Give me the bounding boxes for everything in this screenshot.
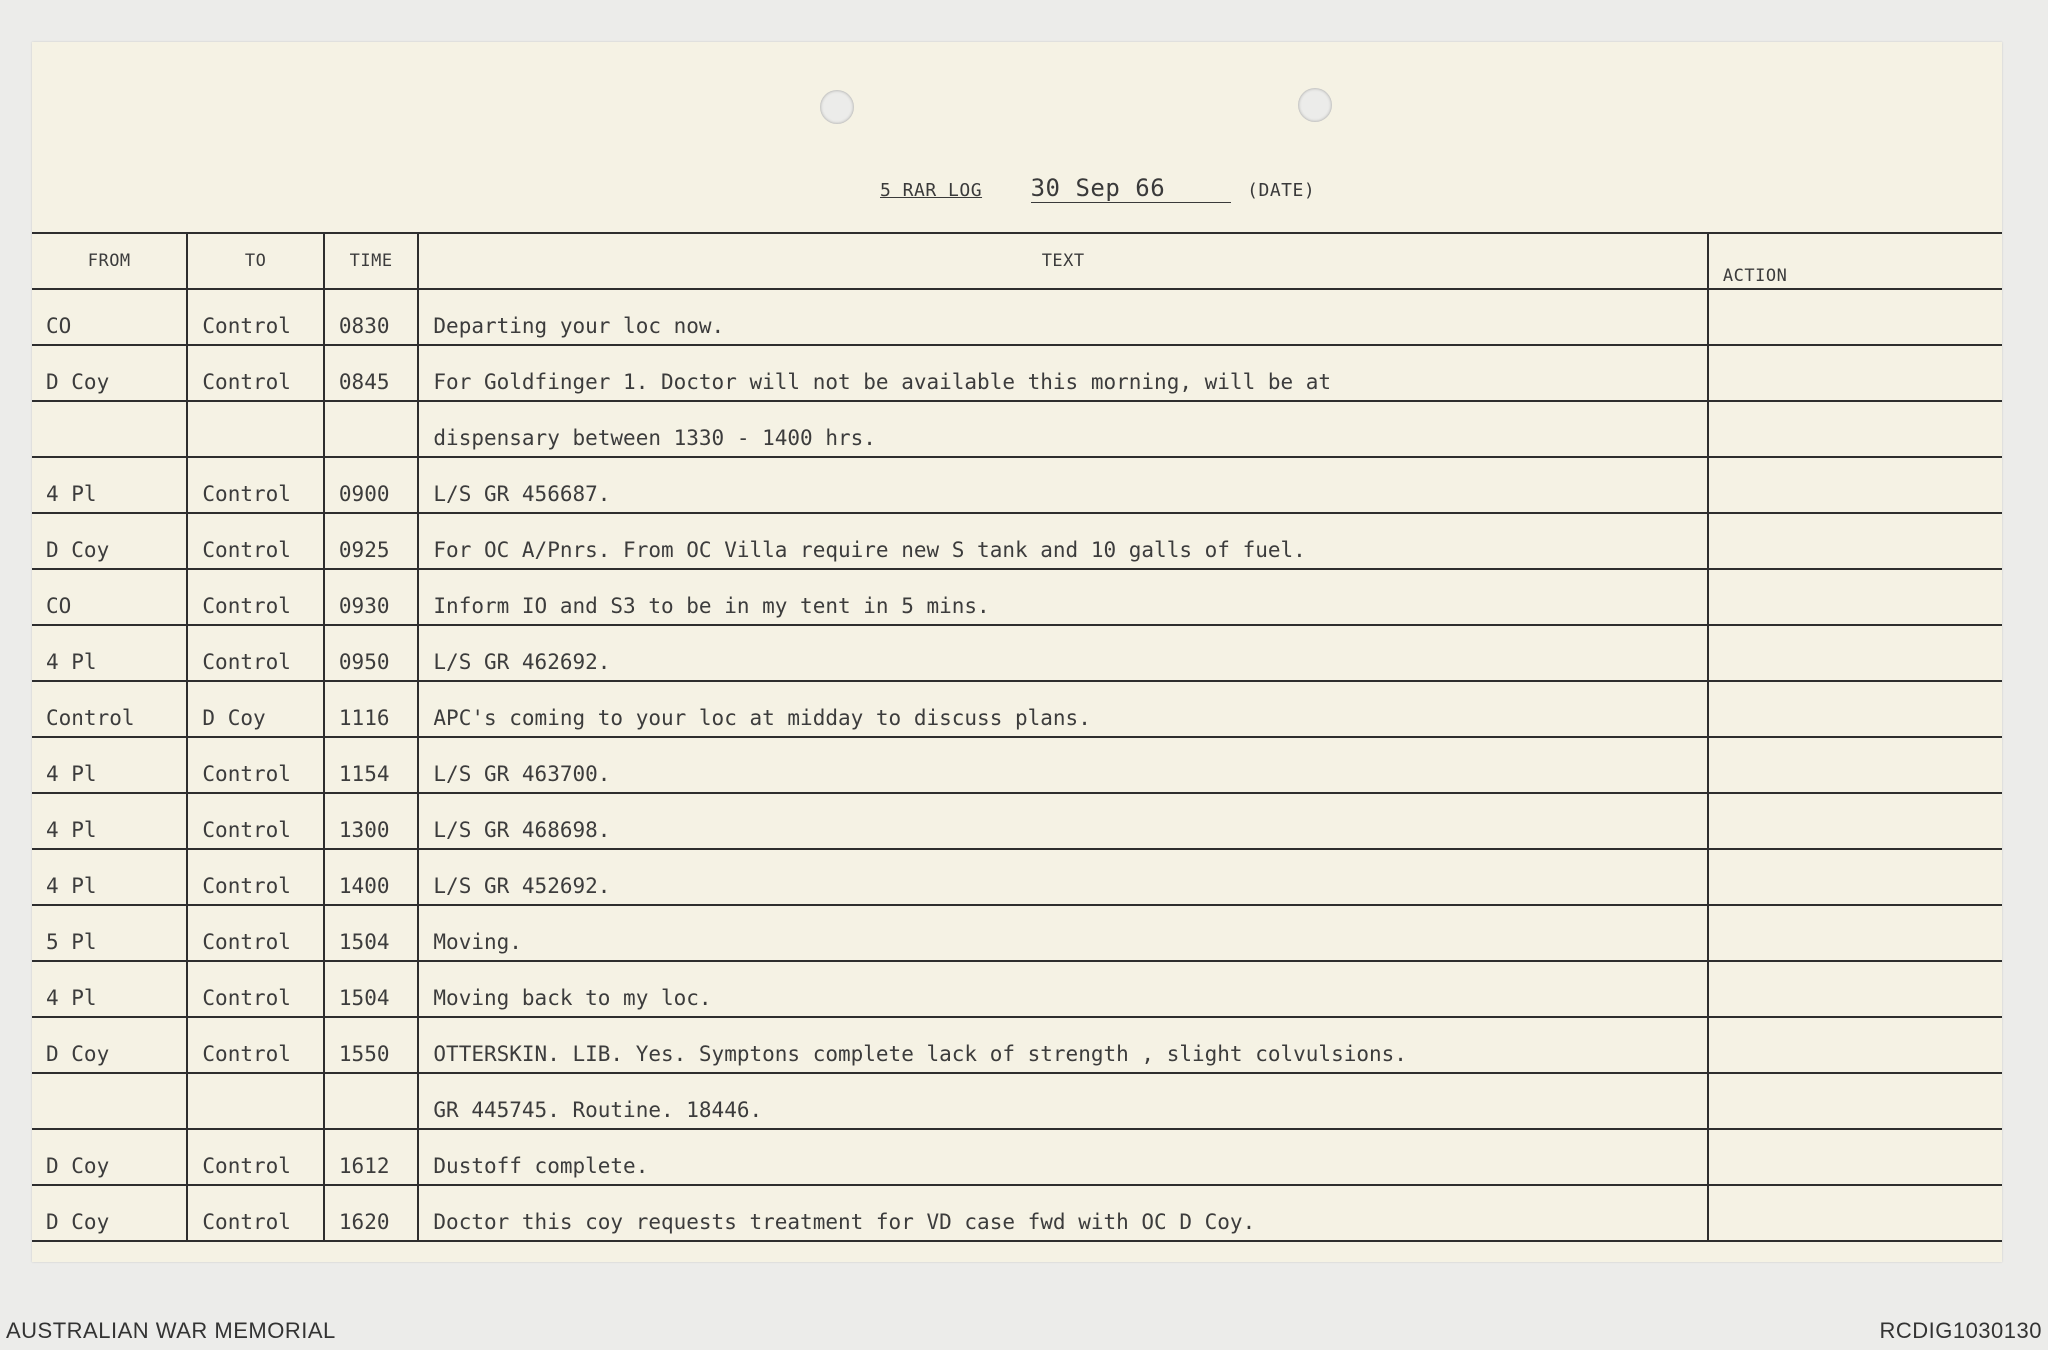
cell-text: L/S GR 468698.	[418, 793, 1708, 849]
cell-to: Control	[187, 569, 324, 625]
table-row	[32, 1073, 2002, 1129]
cell-text: L/S GR 463700.	[418, 737, 1708, 793]
cell-action	[1708, 345, 2002, 401]
table-row	[32, 1185, 2002, 1241]
cell-text: Inform IO and S3 to be in my tent in 5 mins.	[418, 569, 1708, 625]
cell-from: CO	[32, 289, 187, 345]
cell-time: 1620	[324, 1185, 419, 1241]
cell-to: D Coy	[187, 681, 324, 737]
cell-text: APC's coming to your loc at midday to discuss plans.	[418, 681, 1708, 737]
cell-to	[187, 1073, 324, 1129]
cell-from	[32, 1073, 187, 1129]
punch-hole	[820, 90, 854, 124]
cell-text: GR 445745. Routine. 18446.	[418, 1073, 1708, 1129]
cell-time: 0950	[324, 625, 419, 681]
table-row	[32, 457, 2002, 513]
cell-action	[1708, 793, 2002, 849]
table-row	[32, 681, 2002, 737]
cell-to: Control	[187, 1017, 324, 1073]
cell-time: 1504	[324, 905, 419, 961]
table-row	[32, 345, 2002, 401]
footer-credit: AUSTRALIAN WAR MEMORIAL	[6, 1318, 336, 1343]
column-header-to: TO	[187, 233, 324, 289]
cell-time	[324, 1073, 419, 1129]
cell-action	[1708, 905, 2002, 961]
cell-text: Moving back to my loc.	[418, 961, 1708, 1017]
cell-time: 0930	[324, 569, 419, 625]
cell-time: 1550	[324, 1017, 419, 1073]
table-row	[32, 793, 2002, 849]
cell-time: 1612	[324, 1129, 419, 1185]
cell-from: D Coy	[32, 1129, 187, 1185]
cell-time: 1154	[324, 737, 419, 793]
cell-to: Control	[187, 513, 324, 569]
cell-to: Control	[187, 1129, 324, 1185]
cell-text: For Goldfinger 1. Doctor will not be available this morning, will be at	[418, 345, 1708, 401]
cell-text: dispensary between 1330 - 1400 hrs.	[418, 401, 1708, 457]
cell-action	[1708, 1073, 2002, 1129]
cell-time: 1504	[324, 961, 419, 1017]
cell-action	[1708, 289, 2002, 345]
cell-from: 4 Pl	[32, 457, 187, 513]
table-row	[32, 625, 2002, 681]
cell-time: 1116	[324, 681, 419, 737]
cell-action	[1708, 681, 2002, 737]
cell-text: Doctor this coy requests treatment for VD case fwd with OC D Coy.	[418, 1185, 1708, 1241]
cell-to: Control	[187, 737, 324, 793]
table-row	[32, 849, 2002, 905]
log-header	[880, 174, 1315, 203]
cell-from: Control	[32, 681, 187, 737]
cell-to: Control	[187, 1185, 324, 1241]
table-row	[32, 1017, 2002, 1073]
table-row	[32, 737, 2002, 793]
date-label: (DATE)	[1247, 180, 1316, 201]
cell-to: Control	[187, 849, 324, 905]
table-row	[32, 961, 2002, 1017]
cell-to: Control	[187, 961, 324, 1017]
cell-from	[32, 401, 187, 457]
column-header-text: TEXT	[418, 233, 1708, 289]
cell-from: 4 Pl	[32, 849, 187, 905]
cell-to: Control	[187, 345, 324, 401]
cell-time: 1400	[324, 849, 419, 905]
column-header-from: FROM	[32, 233, 187, 289]
cell-action	[1708, 513, 2002, 569]
cell-to: Control	[187, 625, 324, 681]
log-body	[32, 289, 2002, 1241]
cell-time: 0830	[324, 289, 419, 345]
cell-from: D Coy	[32, 1185, 187, 1241]
cell-from: D Coy	[32, 513, 187, 569]
cell-action	[1708, 401, 2002, 457]
cell-from: 4 Pl	[32, 793, 187, 849]
table-header-row	[32, 233, 2002, 289]
cell-time: 0900	[324, 457, 419, 513]
cell-from: 4 Pl	[32, 737, 187, 793]
cell-action	[1708, 1017, 2002, 1073]
cell-from: 4 Pl	[32, 961, 187, 1017]
column-header-time: TIME	[324, 233, 419, 289]
table-row	[32, 513, 2002, 569]
log-sheet	[32, 42, 2002, 1262]
cell-action	[1708, 849, 2002, 905]
cell-text: L/S GR 452692.	[418, 849, 1708, 905]
cell-text: Dustoff complete.	[418, 1129, 1708, 1185]
cell-text: L/S GR 462692.	[418, 625, 1708, 681]
log-name: 5 RAR LOG	[880, 180, 983, 201]
cell-text: Moving.	[418, 905, 1708, 961]
cell-from: D Coy	[32, 345, 187, 401]
log-date: 30 Sep 66	[1031, 174, 1231, 203]
cell-time: 0845	[324, 345, 419, 401]
table-row	[32, 289, 2002, 345]
cell-from: 5 Pl	[32, 905, 187, 961]
cell-action	[1708, 1129, 2002, 1185]
punch-hole	[1298, 88, 1332, 122]
cell-time: 0925	[324, 513, 419, 569]
cell-to	[187, 401, 324, 457]
cell-from: D Coy	[32, 1017, 187, 1073]
cell-text: For OC A/Pnrs. From OC Villa require new S tank and 10 galls of fuel.	[418, 513, 1708, 569]
cell-to: Control	[187, 289, 324, 345]
table-row	[32, 905, 2002, 961]
footer-id: RCDIG1030130	[1879, 1318, 2042, 1343]
cell-action	[1708, 1185, 2002, 1241]
table-row	[32, 1129, 2002, 1185]
log-table	[32, 232, 2002, 1242]
cell-action	[1708, 569, 2002, 625]
cell-text: Departing your loc now.	[418, 289, 1708, 345]
cell-from: CO	[32, 569, 187, 625]
cell-action	[1708, 625, 2002, 681]
cell-action	[1708, 457, 2002, 513]
cell-action	[1708, 961, 2002, 1017]
cell-action	[1708, 737, 2002, 793]
column-header-action: ACTION	[1708, 233, 2002, 289]
cell-text: OTTERSKIN. LIB. Yes. Symptons complete lack of strength , slight colvulsions.	[418, 1017, 1708, 1073]
table-row	[32, 569, 2002, 625]
cell-to: Control	[187, 457, 324, 513]
cell-to: Control	[187, 793, 324, 849]
cell-time	[324, 401, 419, 457]
cell-text: L/S GR 456687.	[418, 457, 1708, 513]
cell-to: Control	[187, 905, 324, 961]
cell-time: 1300	[324, 793, 419, 849]
table-row	[32, 401, 2002, 457]
cell-from: 4 Pl	[32, 625, 187, 681]
